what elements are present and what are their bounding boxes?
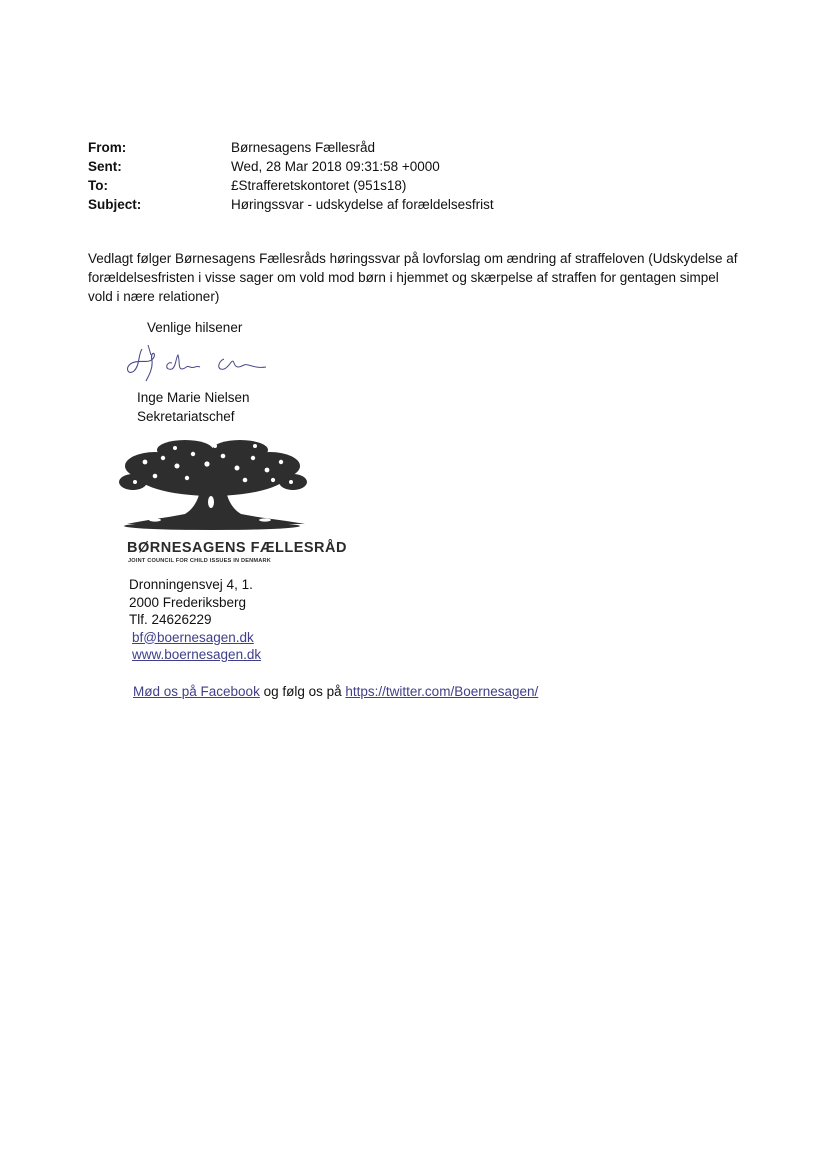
signer-name: Inge Marie Nielsen: [137, 390, 250, 405]
to-row: [88, 176, 494, 195]
address-street: Dronningensvej 4, 1.: [129, 577, 253, 592]
social-middle-text: og følg os på: [263, 684, 342, 699]
address-block: [129, 576, 261, 664]
subject-label: Subject:: [88, 197, 142, 212]
handwritten-signature: [120, 343, 270, 383]
email-header: [88, 138, 494, 214]
to-value: £Strafferetskontoret (951s18): [231, 178, 407, 193]
from-row: [88, 138, 494, 157]
signer-block: [137, 388, 250, 426]
body-line: Vedlagt følger Børnesagens Fællesråds høringssvar på lovforslag om ændring af straffeloven (Udskydelse af: [88, 251, 738, 266]
body-line: forældelsesfristen i visse sager om vold mod børn i hjemmet og skærpelse af straffen for gentagen simpel: [88, 270, 719, 285]
sent-value: Wed, 28 Mar 2018 09:31:58 +0000: [231, 159, 440, 174]
email-link[interactable]: bf@boernesagen.dk: [132, 629, 254, 645]
email-body: [88, 249, 738, 306]
twitter-link[interactable]: https://twitter.com/Boernesagen/: [345, 684, 539, 699]
greeting: Venlige hilsener: [147, 320, 243, 335]
facebook-link[interactable]: Mød os på Facebook: [133, 684, 260, 699]
website-link[interactable]: www.boernesagen.dk: [132, 647, 262, 662]
sent-row: [88, 157, 494, 176]
tree-logo-icon: [115, 436, 310, 532]
to-label: To:: [88, 178, 108, 193]
body-line: vold i nære relationer): [88, 289, 220, 304]
organization-name: BØRNESAGENS FÆLLESRÅD: [127, 540, 347, 556]
from-value: Børnesagens Fællesråd: [231, 140, 376, 155]
sent-label: Sent:: [88, 159, 122, 174]
subject-value: Høringssvar - udskydelse af forældelsesfrist: [231, 197, 494, 212]
from-label: From:: [88, 140, 127, 155]
signer-title: Sekretariatschef: [137, 409, 235, 424]
address-city: 2000 Frederiksberg: [129, 594, 247, 610]
social-line: [133, 684, 538, 699]
subject-row: [88, 195, 494, 214]
organization-tagline: JOINT COUNCIL FOR CHILD ISSUES IN DENMARK: [128, 558, 271, 564]
phone-number: Tlf. 24626229: [129, 612, 212, 627]
